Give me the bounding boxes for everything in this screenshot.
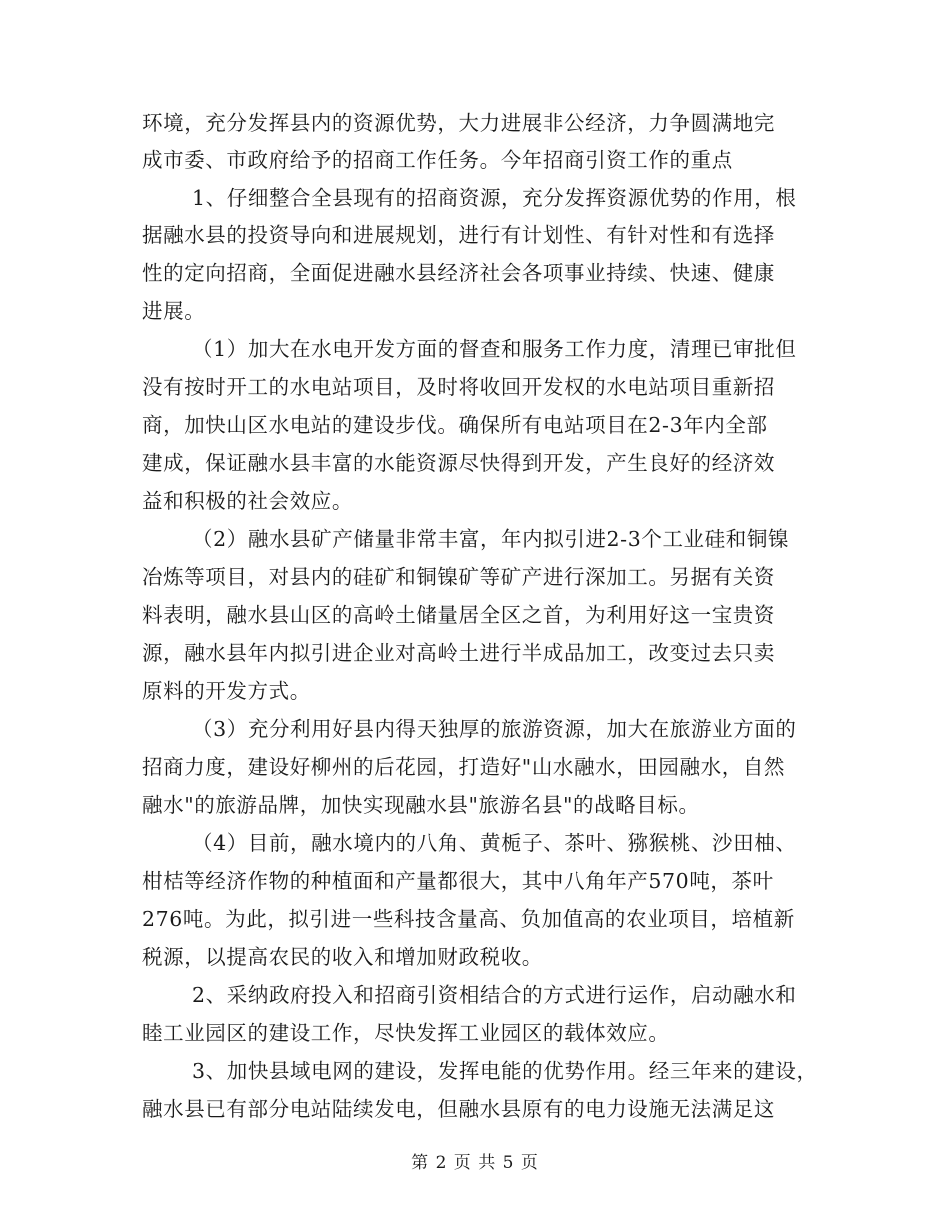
paragraph-line: 进展。	[142, 299, 206, 323]
paragraph-line: 融水"的旅游品牌，加快实现融水县"旅游名县"的战略目标。	[142, 793, 700, 817]
paragraph-line: （2）融水县矿产储量非常丰富，年内拟引进2-3个工业硅和铜镍	[192, 527, 790, 551]
paragraph-line: 据融水县的投资导向和进展规划，进行有计划性、有针对性和有选择	[142, 223, 775, 247]
paragraph-line: 税源，以提高农民的收入和增加财政税收。	[142, 945, 543, 969]
paragraph-line: 环境，充分发挥县内的资源优势，大力进展非公经济，力争圆满地完	[142, 111, 775, 135]
paragraph-line: 冶炼等项目，对县内的硅矿和铜镍矿等矿产进行深加工。另据有关资	[142, 565, 775, 589]
paragraph-line: 成市委、市政府给予的招商工作任务。今年招商引资工作的重点	[142, 148, 733, 172]
paragraph-line: 融水县已有部分电站陆续发电，但融水县原有的电力设施无法满足这	[142, 1097, 775, 1121]
paragraph-line: 建成，保证融水县丰富的水能资源尽快得到开发，产生良好的经济效	[142, 451, 775, 475]
page-number-footer: 第 2 页 共 5 页	[411, 1153, 539, 1173]
paragraph-line: 益和积极的社会效应。	[142, 489, 353, 513]
paragraph-line: （1）加大在水电开发方面的督查和服务工作力度，清理已审批但	[192, 337, 797, 361]
paragraph-line: 1、仔细整合全县现有的招商资源，充分发挥资源优势的作用，根	[192, 186, 797, 210]
paragraph-line: 2、采纳政府投入和招商引资相结合的方式进行运作，启动融水和	[192, 983, 797, 1007]
paragraph-line: 柑桔等经济作物的种植面和产量都很大，其中八角年产570吨，茶叶	[142, 869, 774, 893]
paragraph-line: 276吨。为此，拟引进一些科技含量高、负加值高的农业项目，培植新	[142, 907, 795, 931]
paragraph-line: 睦工业园区的建设工作，尽快发挥工业园区的载体效应。	[142, 1021, 670, 1045]
paragraph-line: （3）充分利用好县内得天独厚的旅游资源，加大在旅游业方面的	[192, 717, 797, 741]
paragraph-line: 料表明，融水县山区的高岭土储量居全区之首，为利用好这一宝贵资	[142, 603, 775, 627]
paragraph-line: 源，融水县年内拟引进企业对高岭土进行半成品加工，改变过去只卖	[142, 641, 775, 665]
paragraph-line: （4）目前，融水境内的八角、黄栀子、茶叶、猕猴桃、沙田柚、	[192, 831, 797, 855]
paragraph-line: 没有按时开工的水电站项目，及时将收回开发权的水电站项目重新招	[142, 375, 775, 399]
paragraph-line: 招商力度，建设好柳州的后花园，打造好"山水融水，田园融水，自然	[142, 755, 786, 779]
paragraph-line: 原料的开发方式。	[142, 679, 311, 703]
paragraph-line: 性的定向招商，全面促进融水县经济社会各项事业持续、快速、健康	[142, 261, 775, 285]
paragraph-line: 3、加快县域电网的建设，发挥电能的优势作用。经三年来的建设，	[192, 1059, 818, 1083]
paragraph-line: 商，加快山区水电站的建设步伐。确保所有电站项目在2-3年内全部	[142, 413, 768, 437]
